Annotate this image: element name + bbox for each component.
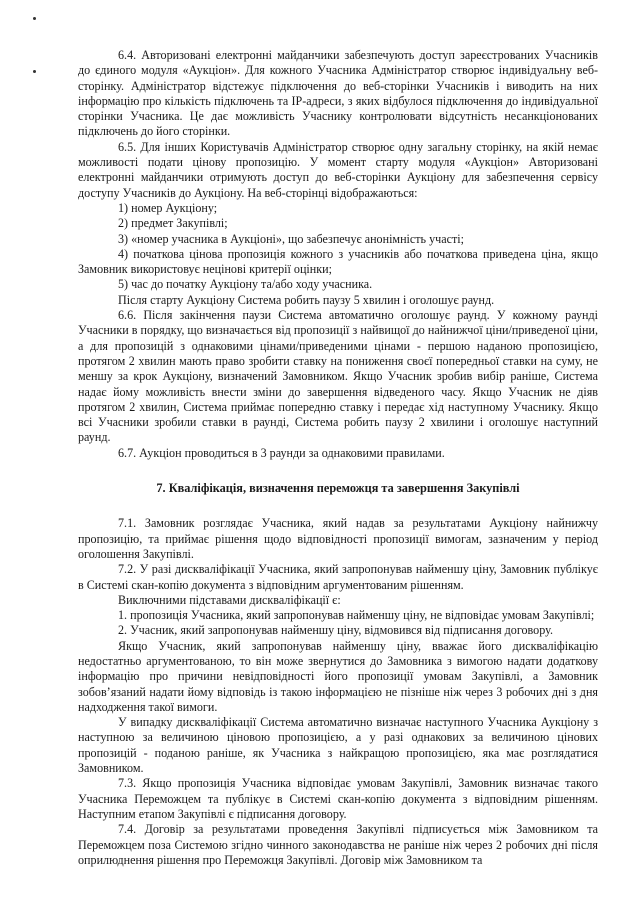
scan-mark xyxy=(33,17,36,20)
list-item: 2) предмет Закупівлі; xyxy=(118,216,228,231)
list-item: 1. пропозиція Учасника, який запропонував найменшу ціну, не відповідає умовам Закупівлі; xyxy=(118,608,595,623)
paragraph-7-2: 7.2. У разі дискваліфікації Учасника, який запропонував найменшу ціну, Замовник публікує в Системі скан-копію документа з відповідним аргументованим рішенням. xyxy=(78,562,598,592)
paragraph-7-3: 7.3. Якщо пропозиція Учасника відповідає умовам Закупівлі, Замовник визначає такого Учасника Переможцем та публікує в Системі скан-копію документа з відповідним рішенням. Наступним етапом Закупівлі є підписання договору. xyxy=(78,776,598,821)
paragraph-6-4: 6.4. Авторизовані електронні майданчики забезпечують доступ зареєстрованих Учасників до єдиного модуля «Аукціон». Для кожного Учасника Адміністратор створює індивідуальну веб-сторінку. Адміністратор відстежує підключення до веб-сторінки Учасників і виводить на них інформацію про кількість підключень та ІР-адреси, з яких відбулося підключення до індивідуальної сторінки Учасника. Це дає можливість Учаснику контролювати відсутність несанкціонованих підключень до його сторінки. xyxy=(78,48,598,139)
list-item: 5) час до початку Аукціону та/або ходу учасника. xyxy=(118,277,373,292)
list-item: 1) номер Аукціону; xyxy=(118,200,218,215)
list-item: 2. Учасник, який запропонував найменшу ціну, відмовився від підписання договору. xyxy=(118,623,553,638)
paragraph-7-1: 7.1. Замовник розглядає Учасника, який надав за результатами Аукціону найнижчу пропозицію, та приймає рішення щодо відповідності пропозиції вимогам, зазначеним у період оголошення Закупівлі. xyxy=(78,516,598,561)
paragraph-grounds: Виключними підставами дискваліфікації є: xyxy=(118,592,341,607)
document-body xyxy=(78,48,598,868)
list-item: 4) початкова цінова пропозиція кожного з учасників або початкова приведена ціна, якщо Замовник використовує нецінові критерії оцінки; xyxy=(78,246,598,277)
scan-mark xyxy=(33,70,36,73)
paragraph-next-participant: У випадку дискваліфікації Система автоматично визначає наступного Учасника Аукціону з наступною за величиною ціновою пропозицією, а у разі однакових за величиною цінових пропозицій - поданою раніше, як Учасника з найкращою пропозицією, яка має розглядатися Замовником. xyxy=(78,715,598,776)
section-heading: 7. Кваліфікація, визначення переможця та завершення Закупівлі xyxy=(156,481,520,496)
paragraph-6-6: 6.6. Після закінчення паузи Система автоматично оголошує раунд. У кожному раунді Учасники в порядку, що визначається від пропозиції з найвищої до найнижчої ціни/приведеної ціни, а для пропозицій з однаковими цінами/приведеними цінами - першою наданою пропозицією, протягом 2 хвилин мають право зробити ставку на пониження своєї попередньої ставки на суму, не меншу за крок Аукціону, визначений Замовником. Якщо Учасник зробив вибір раніше, Система надає йому можливість внести зміни до завершення відведеного часу. Якщо Учасник не діяв протягом 2 хвилин, Система приймає попередню ставку і передає хід наступному Учаснику. Якщо всі Учасники зробили ставки в раунді, Система робить паузу 2 хвилини і оголошує наступний раунд. xyxy=(78,308,598,445)
paragraph-appeal: Якщо Учасник, який запропонував найменшу ціну, вважає його дискваліфікацію недостатньо аргументованою, то він може звернутися до Замовника з вимогою надати додаткову інформацію про причини невідповідності його пропозиції умовам Закупівлі, а Замовник зобов’язаний надати йому відповідь із такою інформацією не пізніше ніж через 3 робочих дні з дня надходження такої вимоги. xyxy=(78,638,598,714)
list-item: 3) «номер учасника в Аукціоні», що забезпечує анонімність участі; xyxy=(118,231,464,246)
paragraph-pause: Після старту Аукціону Система робить паузу 5 хвилин і оголошує раунд. xyxy=(118,292,495,307)
paragraph-6-7: 6.7. Аукціон проводиться в 3 раунди за однаковими правилами. xyxy=(118,445,445,460)
paragraph-7-4: 7.4. Договір за результатами проведення Закупівлі підписується між Замовником та Переможцем поза Системою згідно чинного законодавства не раніше ніж через 2 робочих дні після оприлюднення рішення про Переможця Закупівлі. Договір між Замовником та xyxy=(78,822,598,867)
paragraph-6-5: 6.5. Для інших Користувачів Адміністратор створює одну загальну сторінку, на якій немає можливості подати цінову пропозицію. У момент старту модуля «Аукціон» Авторизовані електронні майданчики отримують доступ до веб-сторінки Аукціону для забезпечення сервісу доступу Учасників до Аукціону. На веб-сторінці відображаються: xyxy=(78,139,598,200)
